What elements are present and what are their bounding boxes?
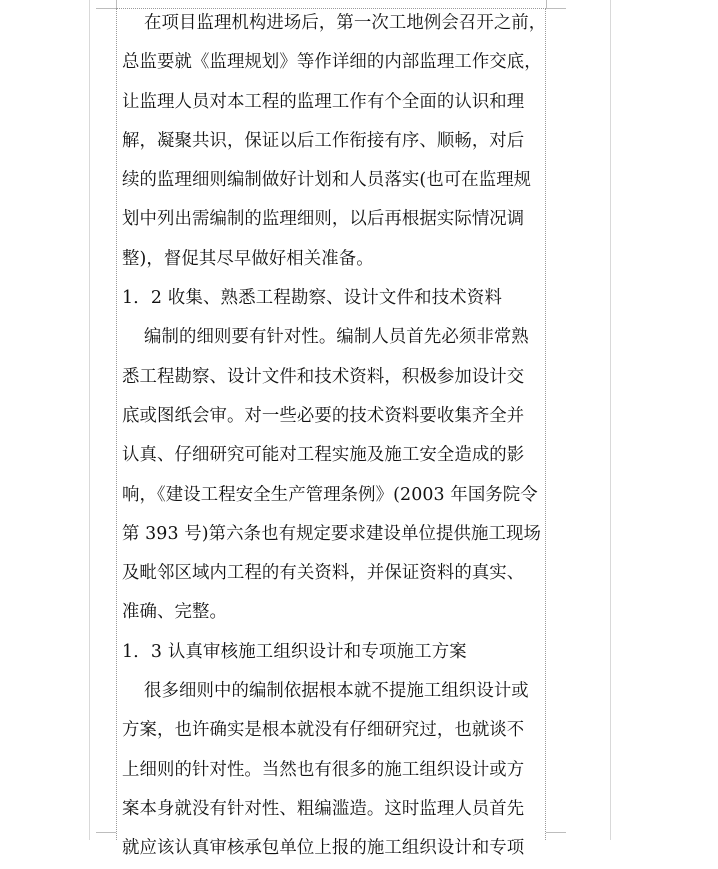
text-line: 悉工程勘察、设计文件和技术资料，积极参加设计交: [122, 366, 525, 387]
text-line: 认真、仔细研究可能对工程实施及施工安全造成的影: [122, 445, 525, 466]
text-line: 方案，也许确实是根本就没有仔细研究过，也就谈不: [122, 720, 525, 741]
text-line: 在项目监理机构进场后，第一次工地例会召开之前，: [144, 13, 547, 33]
crop-mark-top-right-h: [546, 8, 566, 9]
text-line: 准确、完整。: [122, 602, 227, 623]
page-edge-right: [610, 0, 611, 840]
crop-mark-bottom-right-h: [546, 832, 566, 833]
text-line: 让监理人员对本工程的监理工作有个全面的认识和理: [122, 91, 525, 112]
text-line: 编制的细则要有针对性。编制人员首先必须非常熟: [144, 327, 529, 348]
section-heading: 1．2 收集、熟悉工程勘察、设计文件和技术资料: [122, 288, 503, 309]
crop-mark-top-left-v: [116, 0, 117, 8]
text-line: 第 393 号)第六条也有规定要求建设单位提供施工现场: [122, 523, 541, 544]
text-line: 解，凝聚共识，保证以后工作衔接有序、顺畅，对后: [122, 130, 525, 151]
text-line: 很多细则中的编制依据根本就不提施工组织设计或: [144, 681, 529, 702]
text-line: 就应该认真审核承包单位上报的施工组织设计和专项: [122, 838, 525, 859]
text-line: 底或图纸会审。对一些必要的技术资料要收集齐全并: [122, 405, 525, 426]
document-body: [122, 4, 546, 869]
text-line: 响，《建设工程安全生产管理条例》(2003 年国务院令: [122, 484, 538, 505]
page-edge-left: [89, 0, 90, 840]
text-line: 整)，督促其尽早做好相关准备。: [122, 248, 374, 269]
text-line: 续的监理细则编制做好计划和人员落实(也可在监理规: [122, 170, 532, 191]
crop-mark-top-left-h: [96, 8, 116, 9]
section-heading: 1．3 认真审核施工组织设计和专项施工方案: [122, 641, 467, 662]
text-line: 上细则的针对性。当然也有很多的施工组织设计或方: [122, 759, 525, 780]
text-line: 划中列出需编制的监理细则，以后再根据实际情况调: [122, 209, 525, 230]
crop-mark-bottom-left-h: [96, 832, 116, 833]
text-line: 及毗邻区域内工程的有关资料，并保证资料的真实、: [122, 563, 525, 584]
text-line: 案本身就没有针对性、粗编滥造。这时监理人员首先: [122, 798, 525, 819]
text-line: 总监要就《监理规划》等作详细的内部监理工作交底，: [122, 52, 542, 73]
